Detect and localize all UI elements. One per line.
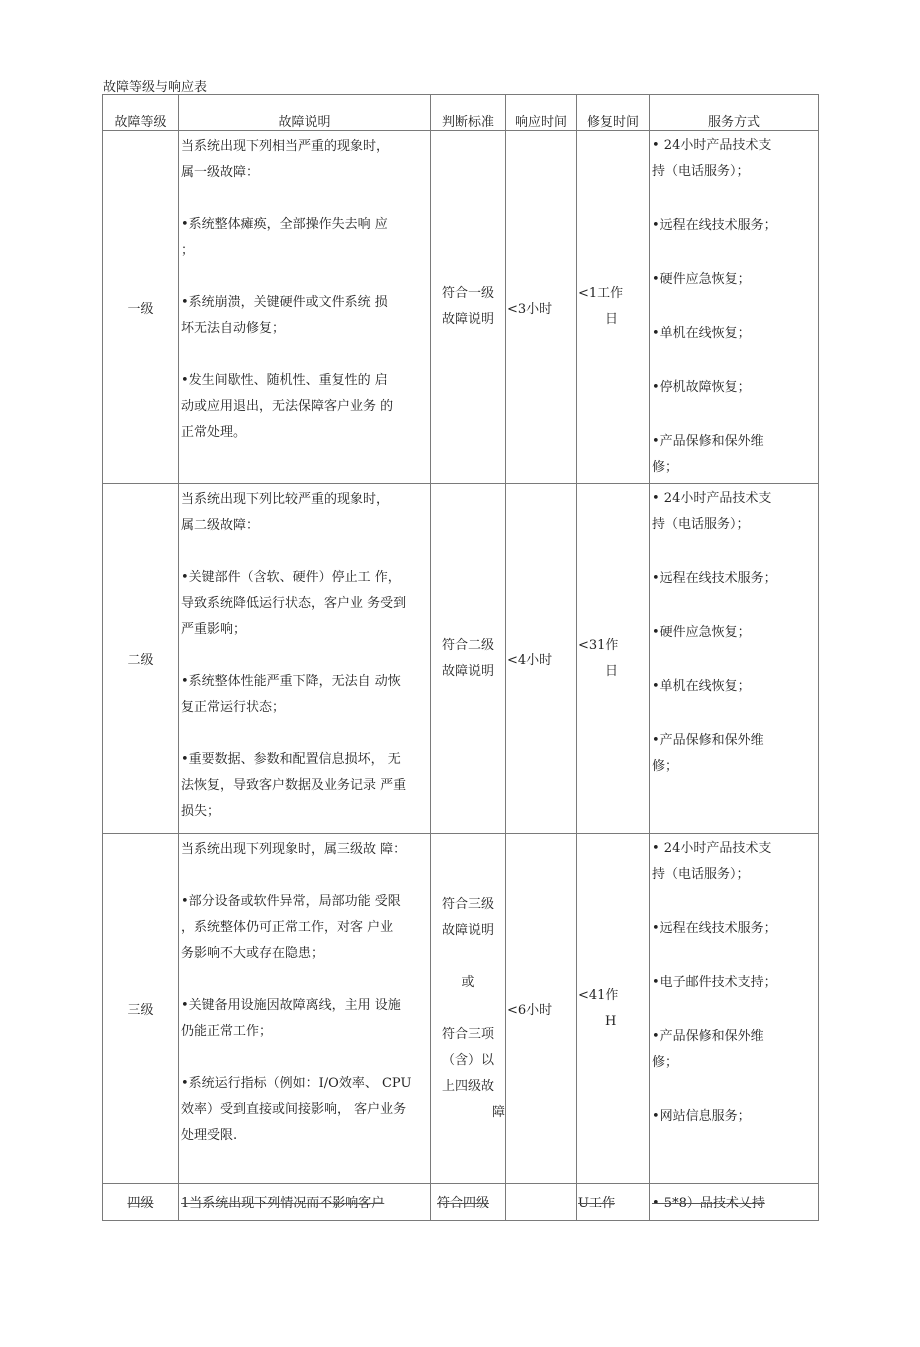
text-line: •关键备用设施因故障离线，主用 设施 [181,998,401,1013]
text-line: ，系统整体仍可正常工作，对客 户业 [181,920,394,935]
text-line: 动或应用退出，无法保障客户业务 的 [181,399,394,414]
response-cell [506,1184,577,1221]
repair-cell: U工作 [577,1184,650,1221]
repair-line: 日 [605,312,619,327]
repair-cell [577,131,650,484]
table-row [103,484,819,834]
text-line: • 24小时产品技术支 [652,138,772,153]
criteria-line: 符合一级 [441,286,494,301]
header-service-mode: 服务方式 [650,95,819,131]
text-line: 务影响不大或存在隐患； [181,946,325,961]
criteria-line: 故障说明 [441,922,494,938]
criteria-line: 障 [491,1104,505,1120]
criteria-line: 故障说明 [441,663,494,679]
text-line: •单机在线恢复； [652,326,751,341]
text-line: 持（电话服务）； [652,164,750,179]
text-line: •关键部件（含软、硬件）停止工 作， [181,570,401,585]
text-line: •产品保修和保外维 [652,434,764,449]
text-line: •系统整体瘫痪，全部操作失去响 应 [181,217,388,232]
criteria-cell [431,484,506,834]
repair-line: H [605,1013,617,1029]
text-line: 当系统出现下列相当严重的现象时， [181,139,390,154]
level-cell: 二级 [103,484,179,834]
text-line [181,264,430,290]
header-level: 故障等级 [103,95,179,131]
text-line: 复正常运行状态； [181,700,286,715]
text-line: •远程在线技术服务； [652,571,777,586]
service-cell [650,131,819,484]
level-cell: 三级 [103,834,179,1184]
text-line [181,721,430,747]
text-line: •远程在线技术服务； [652,921,777,936]
text-line [652,888,818,916]
text-line: •远程在线技术服务； [652,218,777,233]
level-cell: 四级 [103,1184,179,1221]
text-line: 持（电话服务）； [652,517,750,532]
criteria-line: 或 [461,974,475,990]
text-line: • 24小时产品技术支 [652,841,772,856]
text-line: 正常处理。 [181,425,247,440]
description-cell [179,131,431,484]
table-row-partial [103,1184,819,1221]
criteria-line [431,996,505,1022]
text-line [652,942,818,970]
text-line: 修； [652,759,679,774]
text-line [652,592,818,620]
text-line: 当系统出现下列现象时，属三级故 障： [181,842,407,857]
text-line: •硬件应急恢复； [652,272,751,287]
description-cell [179,484,431,834]
text-line: 坏无法自动修复； [181,321,286,336]
header-row [103,95,819,131]
text-line [181,342,430,368]
header-description: 故障说明 [179,95,431,131]
text-line: 属一级故障： [181,165,260,180]
text-line: 修； [652,1055,679,1070]
text-line [181,539,430,565]
repair-line: <31作 [578,637,619,653]
description-cell: 1当系统出现下列情况而不影响客户 [179,1184,431,1221]
description-cell [179,834,431,1184]
text-line: 效率）受到直接或间接影响， 客户业务 [181,1102,407,1117]
criteria-line: 故障说明 [441,312,494,327]
text-line [652,401,818,429]
repair-line: <1工作 [578,286,624,301]
text-line: 仍能正常工作； [181,1024,273,1039]
text-line: •硬件应急恢复； [652,625,751,640]
text-line: 损失； [181,804,221,819]
header-response-time: 响应时间 [506,95,577,131]
text-line: •系统整体性能严重下降，无法自 动恢 [181,674,401,689]
text-line: 处理受限. [181,1128,238,1143]
text-line: •产品保修和保外维 [652,1029,764,1044]
text-line: 严重影响； [181,622,247,637]
level-cell: 一级 [103,131,179,484]
criteria-line [431,944,505,970]
text-line [181,186,430,212]
text-line: 当系统出现下列比较严重的现象时， [181,492,390,507]
repair-line: <41作 [578,987,619,1003]
criteria-line: 上四级故 [441,1078,494,1094]
text-line [181,863,430,889]
text-line [652,239,818,267]
text-line: 法恢复，导致客户数据及业务记录 严重 [181,778,407,793]
text-line [652,293,818,321]
repair-line: 日 [605,663,619,679]
criteria-cell [431,131,506,484]
text-line: •停机故障恢复； [652,380,751,395]
text-line: ； [181,243,195,258]
response-cell: <3小时 [506,131,577,484]
text-line [652,700,818,728]
criteria-cell [431,834,506,1184]
table-row [103,131,819,484]
text-line: •部分设备或软件异常，局部功能 受限 [181,894,401,909]
repair-cell [577,484,650,834]
text-line: •系统运行指标（例如：I/O效率、 CPU [181,1076,412,1091]
text-line [652,185,818,213]
text-line: •系统崩溃，关键硬件或文件系统 损 [181,295,388,310]
response-cell: <6小时 [506,834,577,1184]
text-line: • 24小时产品技术支 [652,491,772,506]
text-line: •重要数据、参数和配置信息损坏， 无 [181,752,401,767]
text-line [652,646,818,674]
table-row [103,834,819,1184]
header-criteria: 判断标准 [431,95,506,131]
criteria-line: 符合二级 [441,637,494,653]
criteria-line: （含）以 [441,1052,494,1068]
header-repair-time: 修复时间 [577,95,650,131]
text-line [652,347,818,375]
text-line [652,1076,818,1104]
service-cell: • 5*8）品技术乂持 [650,1184,819,1221]
text-line [181,643,430,669]
fault-level-table [102,94,819,1221]
text-line: 导致系统降低运行状态，客户业 务受到 [181,596,407,611]
criteria-line: 符合三项 [441,1026,494,1042]
service-cell [650,834,819,1184]
text-line: 属二级故障： [181,518,260,533]
text-line: •网站信息服务； [652,1109,751,1124]
criteria-line: 符合三级 [441,896,494,912]
text-line: •单机在线恢复； [652,679,751,694]
text-line: •电子邮件技术支持； [652,975,777,990]
text-line [652,538,818,566]
repair-cell [577,834,650,1184]
text-line: 修； [652,460,679,475]
criteria-cell: 符合四级 [431,1184,506,1221]
response-cell: <4小时 [506,484,577,834]
service-cell [650,484,819,834]
text-line [652,996,818,1024]
text-line: •发生间歇性、随机性、重复性的 启 [181,373,388,388]
text-line [181,967,430,993]
table-caption: 故障等级与响应表 [103,80,208,95]
text-line [181,1045,430,1071]
text-line: •产品保修和保外维 [652,733,764,748]
text-line: 持（电话服务）； [652,867,750,882]
